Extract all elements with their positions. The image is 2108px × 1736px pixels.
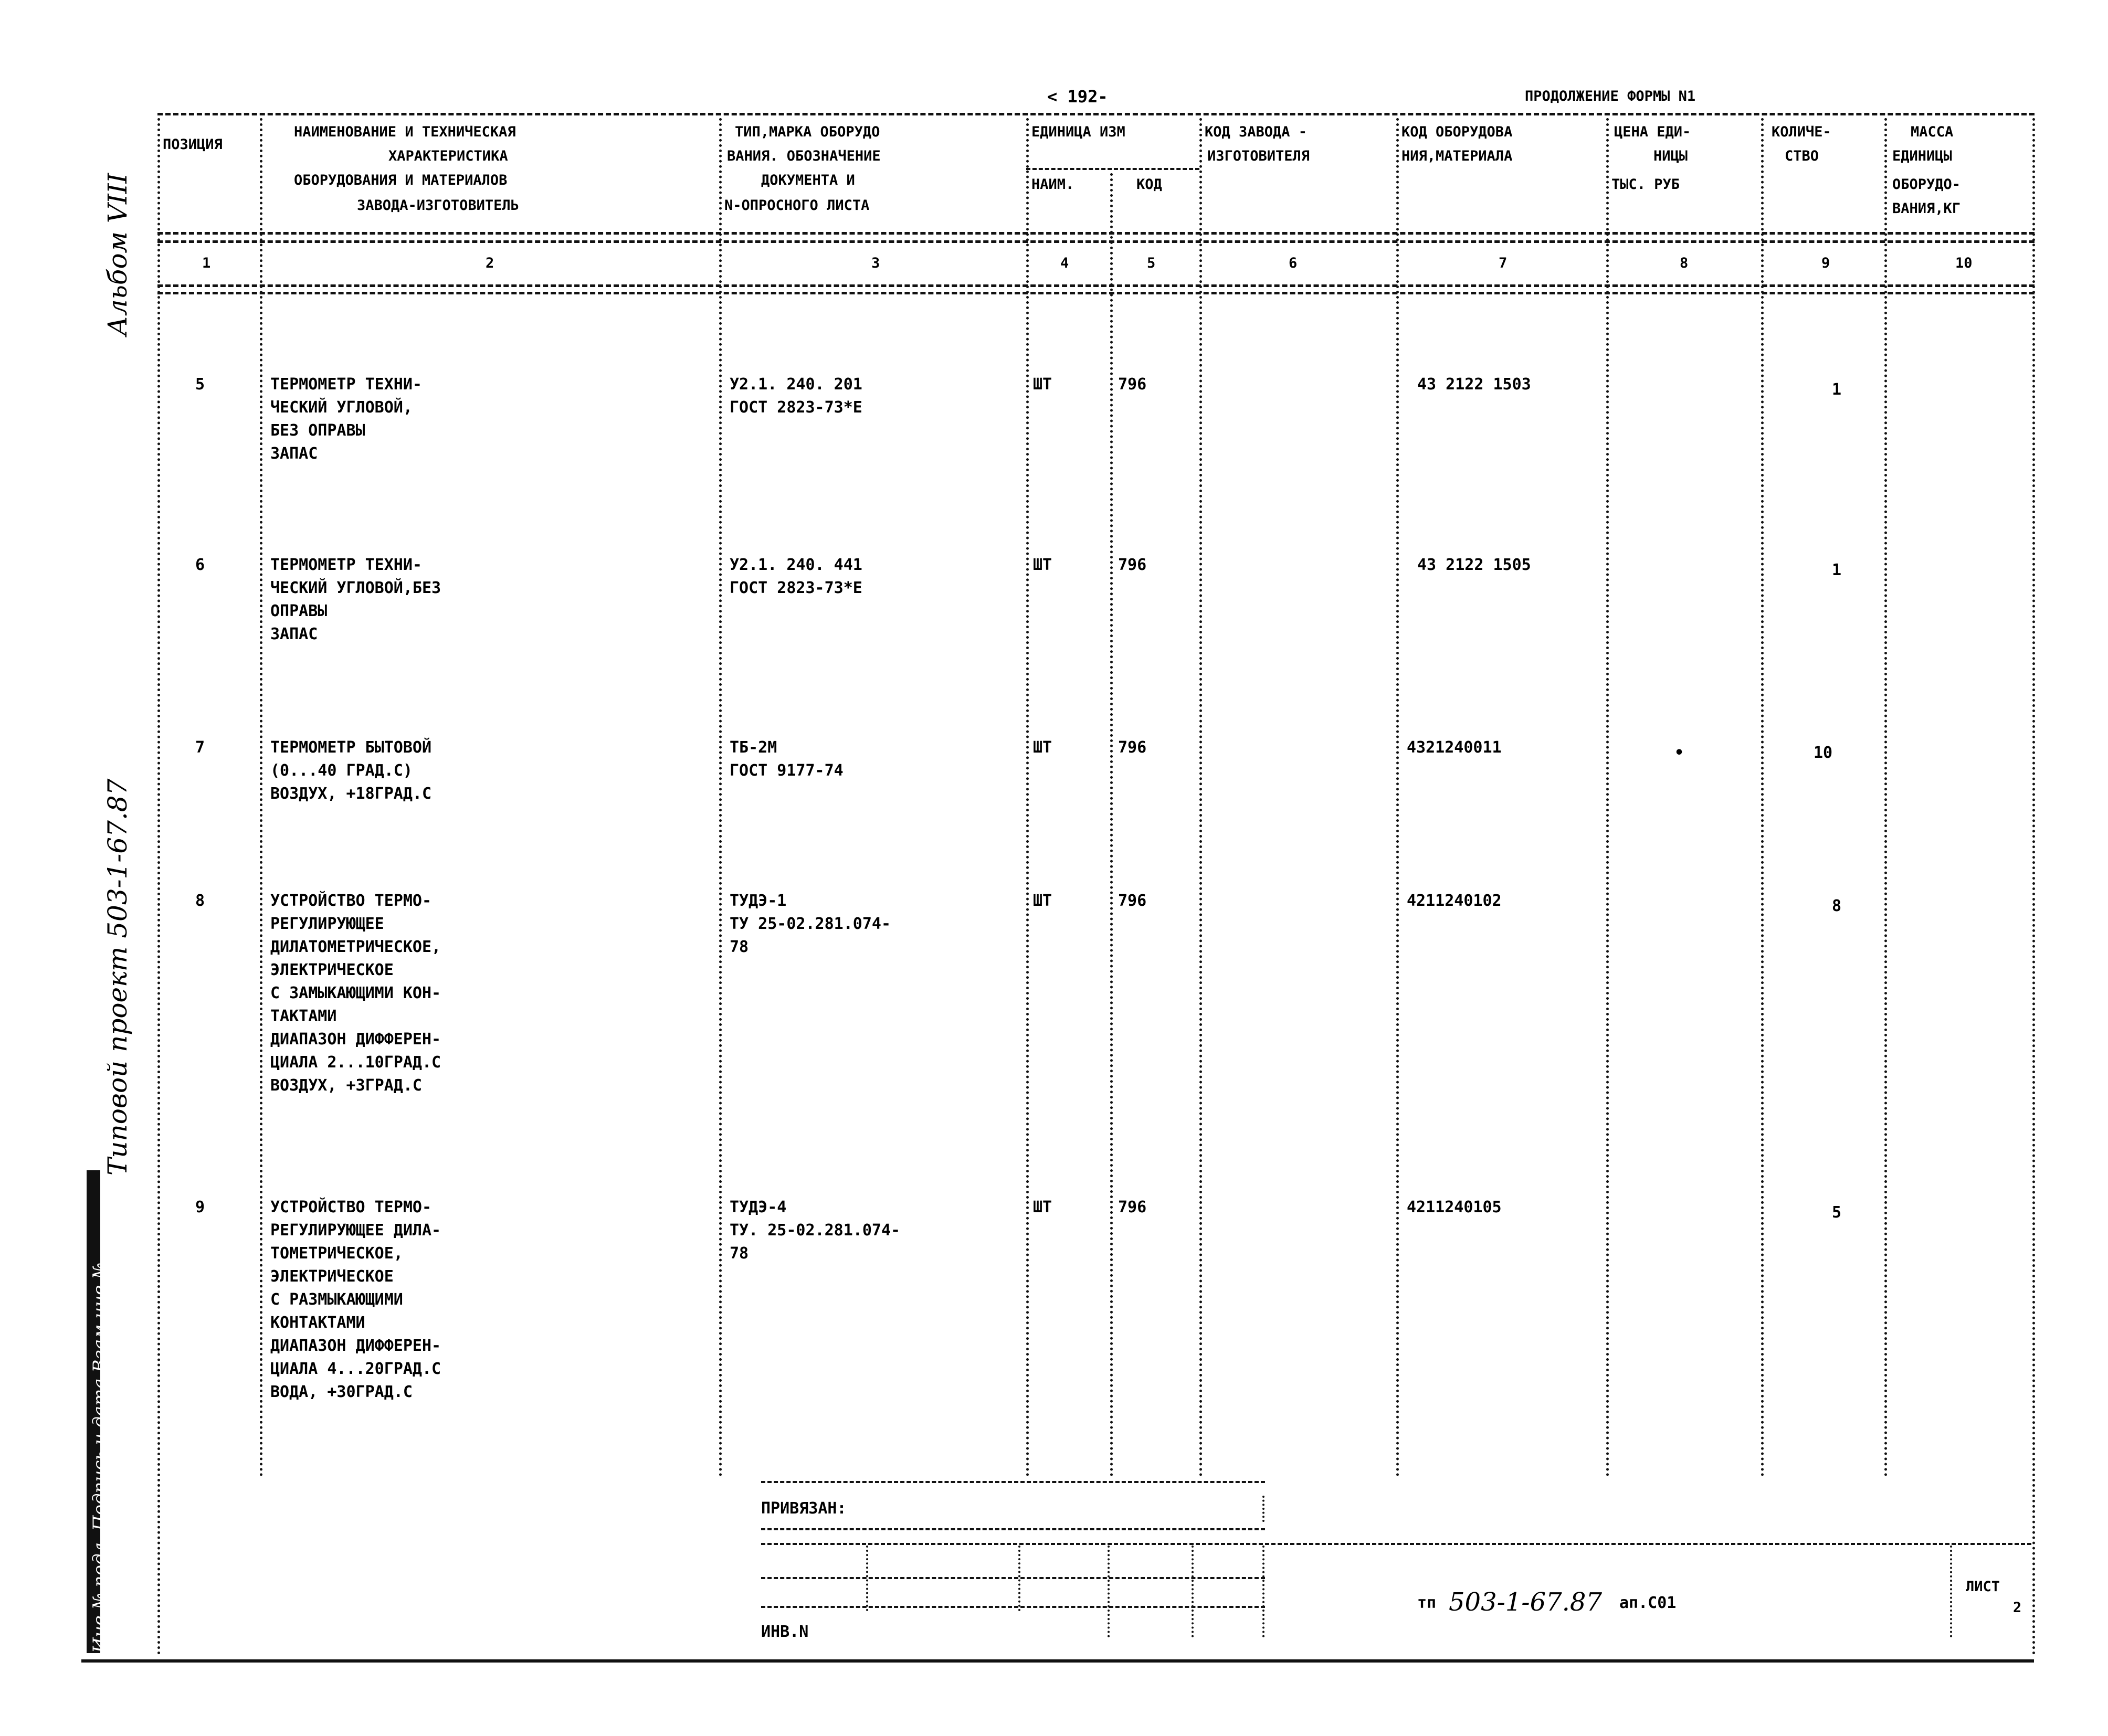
header-col8-line1: ЦЕНА ЕДИ-: [1614, 124, 1691, 140]
col-sep-3: [1026, 118, 1029, 1477]
stamp-rule-2: [761, 1528, 1265, 1530]
row-name-line: ВОЗДУХ, +18ГРАД.С: [270, 785, 432, 803]
header-col9-line2: СТВО: [1785, 148, 1819, 164]
header-col3-line1: ТИП,МАРКА ОБОРУДО: [735, 124, 880, 140]
row-equipment-code: 4321240011: [1407, 738, 1502, 757]
row-quantity: 5: [1832, 1203, 1842, 1222]
col-sep-7: [1606, 118, 1609, 1477]
col-sep-8: [1761, 118, 1764, 1477]
row-unit: ШТ: [1033, 556, 1052, 574]
row-name-line: УСТРОЙСТВО ТЕРМО-: [270, 892, 432, 910]
row-name-line: ДИАПАЗОН ДИФФЕРЕН-: [270, 1337, 441, 1355]
row-name-line: БЕЗ ОПРАВЫ: [270, 421, 365, 440]
page-bottom-rule: [81, 1659, 2034, 1663]
col-sep-4: [1110, 173, 1113, 1477]
row-type-line: ГОСТ 2823-73*Е: [730, 398, 862, 417]
row-name-line: РЕГУЛИРУЮЩЕЕ: [270, 915, 384, 933]
stamp-rule-4: [761, 1577, 1265, 1579]
colnum-6: 6: [1289, 255, 1298, 271]
stamp-privyazan: ПРИВЯЗАН:: [761, 1499, 847, 1518]
header-col2-line3: ОБОРУДОВАНИЯ И МАТЕРИАЛОВ: [294, 172, 508, 188]
row-name-line: ЗАПАС: [270, 625, 318, 643]
row-equipment-code: 4211240105: [1407, 1198, 1502, 1216]
header-col10-line1: МАССА: [1911, 124, 1954, 140]
colnum-bottom-rule-2: [157, 292, 2035, 294]
form-continuation: ПРОДОЛЖЕНИЕ ФОРМЫ N1: [1525, 88, 1696, 104]
row-type-line: У2.1. 240. 441: [730, 556, 862, 574]
stamp-sep-a: [866, 1546, 868, 1611]
row-position: 6: [195, 556, 205, 574]
side-stamp-label: Инв.№ подл. Подпись и дата Взам.инв.№: [89, 1262, 110, 1653]
sheet-sep: [1950, 1546, 1952, 1637]
row-name-line: С РАЗМЫКАЮЩИМИ: [270, 1290, 403, 1309]
col-sep-left: [157, 118, 160, 1656]
header-bottom-rule: [157, 232, 2035, 235]
row-unit: ШТ: [1033, 892, 1052, 910]
row-name-line: ДИАПАЗОН ДИФФЕРЕН-: [270, 1030, 441, 1049]
header-unit-name: НАИМ.: [1031, 176, 1074, 193]
header-col6-line2: ИЗГОТОВИТЕЛЯ: [1207, 148, 1310, 164]
row-name-line: УСТРОЙСТВО ТЕРМО-: [270, 1198, 432, 1216]
colnum-bottom-rule: [157, 284, 2035, 287]
row-name-line: ТОМЕТРИЧЕСКОЕ,: [270, 1244, 403, 1263]
col-sep-5: [1199, 118, 1202, 1477]
row-name-line: ЦИАЛА 2...10ГРАД.С: [270, 1053, 441, 1072]
side-project-label: Типовой проект 503-1-67.87: [102, 778, 133, 1176]
doc-code-suffix: ап.С01: [1619, 1594, 1677, 1612]
row-type-line: ТБ-2М: [730, 738, 777, 757]
row-name-line: ТАКТАМИ: [270, 1007, 337, 1025]
doc-code-handwritten: 503-1-67.87: [1449, 1587, 1603, 1617]
row-name-line: ВОЗДУХ, +3ГРАД.С: [270, 1076, 422, 1095]
stamp-inv: ИНВ.N: [761, 1623, 809, 1641]
header-unit-code: КОД: [1136, 176, 1162, 193]
row-name-line: ОПРАВЫ: [270, 602, 328, 620]
unit-subheader-rule: [1026, 168, 1199, 170]
row-name-line: ТЕРМОМЕТР ТЕХНИ-: [270, 556, 422, 574]
header-col7-line2: НИЯ,МАТЕРИАЛА: [1401, 148, 1513, 164]
col-sep-6: [1396, 118, 1399, 1477]
row-unit-code: 796: [1118, 738, 1147, 757]
row-type-line: ТУДЭ-1: [730, 892, 787, 910]
row-unit-code: 796: [1118, 556, 1147, 574]
header-col7-line1: КОД ОБОРУДОВА: [1401, 124, 1513, 140]
stamp-rule-3: [761, 1543, 2031, 1545]
colnum-9: 9: [1821, 255, 1830, 271]
colnum-4: 4: [1060, 255, 1069, 271]
header-col6-line1: КОД ЗАВОДА -: [1205, 124, 1308, 140]
colnum-top-rule: [157, 240, 2035, 243]
stamp-sep-e: [1262, 1546, 1264, 1637]
row-name-line: ЧЕСКИЙ УГЛОВОЙ,: [270, 398, 413, 417]
colnum-7: 7: [1499, 255, 1508, 271]
colnum-1: 1: [202, 255, 211, 271]
header-col8-line3: ТЫС. РУБ: [1611, 176, 1680, 193]
row-unit-code: 796: [1118, 375, 1147, 394]
stamp-top-rule: [761, 1481, 1265, 1483]
stamp-sep-d: [1192, 1546, 1194, 1637]
header-unit: ЕДИНИЦА ИЗМ: [1031, 124, 1125, 140]
row-position: 7: [195, 738, 205, 757]
header-col1: ПОЗИЦИЯ: [163, 136, 223, 153]
row-unit-code: 796: [1118, 1198, 1147, 1216]
colnum-5: 5: [1147, 255, 1156, 271]
row-type-line: ТУДЭ-4: [730, 1198, 787, 1216]
stamp-sep-c: [1108, 1546, 1110, 1637]
row-unit: ШТ: [1033, 1198, 1052, 1216]
row-unit: ШТ: [1033, 738, 1052, 757]
row-type-line: 78: [730, 938, 749, 956]
row-name-line: ЦИАЛА 4...20ГРАД.С: [270, 1360, 441, 1378]
header-col2-line4: ЗАВОДА-ИЗГОТОВИТЕЛЬ: [357, 197, 519, 214]
row-quantity: 8: [1832, 897, 1842, 915]
row-unit-code: 796: [1118, 892, 1147, 910]
sheet-number: 2: [2013, 1600, 2022, 1616]
colnum-10: 10: [1955, 255, 1973, 271]
header-col3-line3: ДОКУМЕНТА И: [761, 172, 855, 188]
stamp-rule-5: [761, 1606, 1265, 1608]
row-type-line: ГОСТ 2823-73*Е: [730, 579, 862, 597]
row-name-line: ЗАПАС: [270, 444, 318, 463]
row-type-line: ГОСТ 9177-74: [730, 761, 844, 780]
row-equipment-code: 43 2122 1503: [1417, 375, 1531, 394]
header-col3-line4: N-ОПРОСНОГО ЛИСТА: [724, 197, 870, 214]
stamp-sep-b: [1018, 1546, 1020, 1611]
row-quantity: 1: [1832, 380, 1842, 399]
row-position: 9: [195, 1198, 205, 1216]
row-equipment-code: 4211240102: [1407, 892, 1502, 910]
page-marker: < 192-: [1047, 87, 1108, 107]
side-album-label: Альбом VIII: [102, 173, 133, 336]
row-type-line: У2.1. 240. 201: [730, 375, 862, 394]
row-name-line: С ЗАМЫКАЮЩИМИ КОН-: [270, 984, 441, 1002]
row-name-line: ТЕРМОМЕТР БЫТОВОЙ: [270, 738, 432, 757]
row-equipment-code: 43 2122 1505: [1417, 556, 1531, 574]
row-name-line: ЭЛЕКТРИЧЕСКОЕ: [270, 961, 394, 979]
row-name-line: (0...40 ГРАД.С): [270, 761, 413, 780]
row-name-line: ТЕРМОМЕТР ТЕХНИ-: [270, 375, 422, 394]
row-position: 5: [195, 375, 205, 394]
row-type-line: ТУ. 25-02.281.074-: [730, 1221, 901, 1240]
row-quantity: 10: [1814, 744, 1833, 762]
row-type-line: ТУ 25-02.281.074-: [730, 915, 891, 933]
row-type-line: 78: [730, 1244, 749, 1263]
header-col2-line1: НАИМЕНОВАНИЕ И ТЕХНИЧЕСКАЯ: [294, 124, 516, 140]
doc-code-prefix: тп: [1417, 1594, 1437, 1612]
col-sep-9: [1884, 118, 1887, 1477]
col-sep-right: [2032, 118, 2035, 1656]
colnum-3: 3: [871, 255, 880, 271]
sheet-label: ЛИСТ: [1966, 1579, 2000, 1595]
header-col3-line2: ВАНИЯ. ОБОЗНАЧЕНИЕ: [727, 148, 881, 164]
colnum-2: 2: [486, 255, 494, 271]
header-col9-line1: КОЛИЧЕ-: [1772, 124, 1831, 140]
col-sep-1: [260, 118, 262, 1477]
stamp-privyazan-sep: [1262, 1496, 1264, 1522]
header-col10-line3: ОБОРУДО-: [1892, 176, 1961, 193]
colnum-8: 8: [1680, 255, 1689, 271]
row-name-line: ЭЛЕКТРИЧЕСКОЕ: [270, 1267, 394, 1286]
row-name-line: ДИЛАТОМЕТРИЧЕСКОЕ,: [270, 938, 441, 956]
row-unit: ШТ: [1033, 375, 1052, 394]
header-col10-line2: ЕДИНИЦЫ: [1892, 148, 1952, 164]
row-name-line: КОНТАКТАМИ: [270, 1314, 365, 1332]
header-col2-line2: ХАРАКТЕРИСТИКА: [388, 148, 508, 164]
table-top-rule: [157, 113, 2035, 115]
row-quantity: 1: [1832, 561, 1842, 579]
col-sep-2: [719, 118, 722, 1477]
row-price: •: [1674, 744, 1684, 762]
row-name-line: ЧЕСКИЙ УГЛОВОЙ,БЕЗ: [270, 579, 441, 597]
row-name-line: РЕГУЛИРУЮЩЕЕ ДИЛА-: [270, 1221, 441, 1240]
header-col10-line4: ВАНИЯ,КГ: [1892, 200, 1961, 217]
row-position: 8: [195, 892, 205, 910]
header-col8-line2: НИЦЫ: [1653, 148, 1688, 164]
row-name-line: ВОДА, +30ГРАД.С: [270, 1383, 413, 1401]
